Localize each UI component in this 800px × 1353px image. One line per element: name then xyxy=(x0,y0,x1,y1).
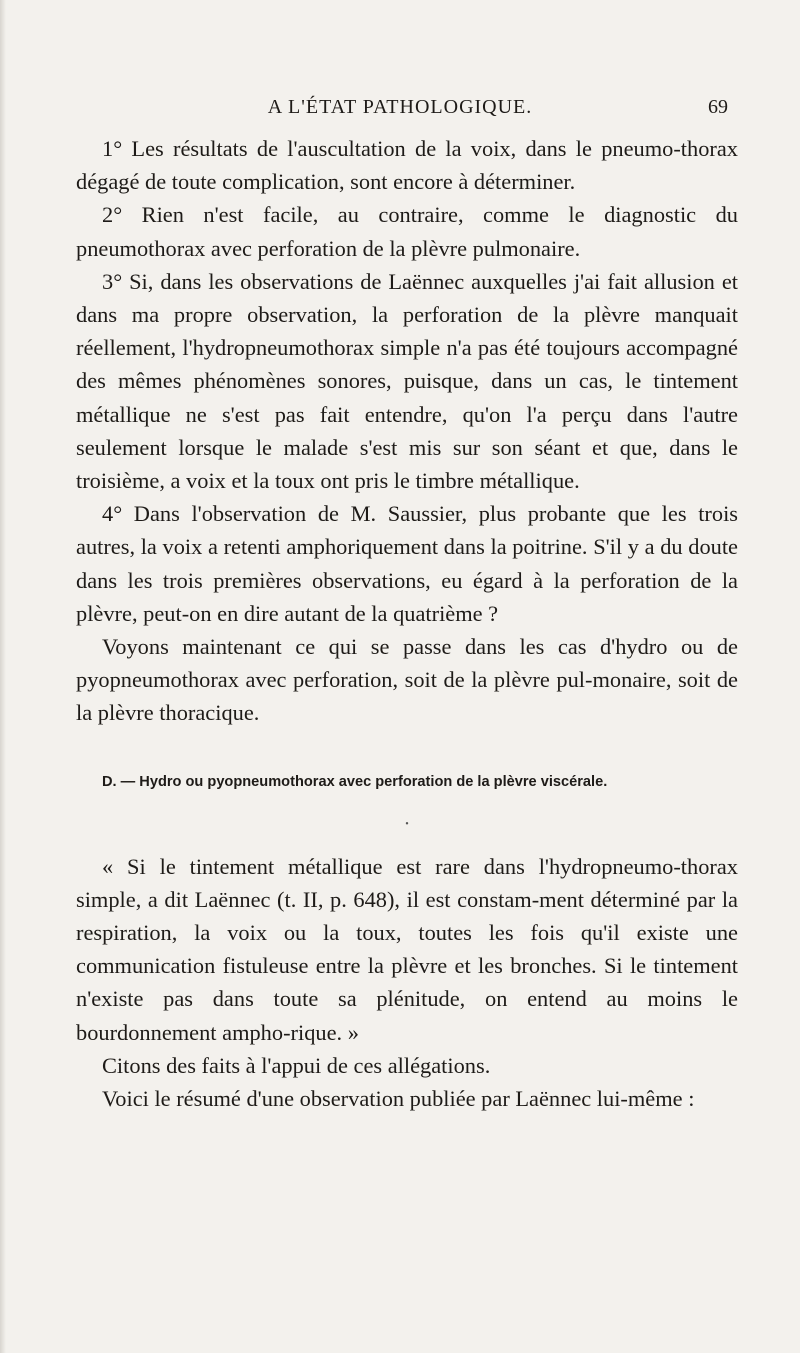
page-header xyxy=(0,96,800,126)
quote-paragraph: « Si le tintement métallique est rare dans l'hydropneumo-thorax simple, a dit Laënnec (t. II, p. 648), il est constam-ment déterminé par la respiration, la voix ou la toux, toutes les fois qu'il existe une communication fistuleuse entre la plèvre et les bronches. Si le tintement n'existe pas dans toute sa plénitude, on entend au moins le bourdonnement ampho-rique. » xyxy=(76,853,738,1045)
paragraph-6: Citons des faits à l'appui de ces allégations. xyxy=(102,1052,491,1078)
paragraph-7: Voici le résumé d'une observation publiée par Laënnec lui-même : xyxy=(102,1086,695,1112)
section-heading: D. — Hydro ou pyopneumothorax avec perforation de la plèvre viscérale. xyxy=(102,773,608,790)
paragraph-4: 4° Dans l'observation de M. Saussier, plus probante que les trois autres, la voix a retenti amphoriquement dans la poitrine. S'il y a du doute dans les trois premières observations, eu égard à la perforation de la plèvre, peut-on en dire autant de la quatrième ? xyxy=(76,501,738,626)
body-text xyxy=(76,132,738,1115)
paragraph-5: Voyons maintenant ce qui se passe dans les cas d'hydro ou de pyopneumothorax avec perforation, soit de la plèvre pul-monaire, soit de la plèvre thoracique. xyxy=(76,634,738,726)
paragraph-2: 2° Rien n'est facile, au contraire, comme le diagnostic du pneumothorax avec perforation de la plèvre pulmonaire. xyxy=(76,202,738,261)
running-head: A L'ÉTAT PATHOLOGIQUE. xyxy=(267,96,533,118)
paragraph-3: 3° Si, dans les observations de Laënnec auxquelles j'ai fait allusion et dans ma propre observation, la perforation de la plèvre manquait réellement, l'hydropneumothorax simple n'a pas été toujours accompagné des mêmes phénomènes sonores, puisque, dans un cas, le tintement métallique ne s'est pas fait entendre, qu'on l'a perçu dans l'autre seulement lorsque le malade s'est mis sur son séant et que, dans le troisième, a voix et la toux ont pris le timbre métallique. xyxy=(76,268,738,494)
page-number: 69 xyxy=(708,96,728,118)
page-gutter-shadow xyxy=(0,0,6,1353)
paragraph-1: 1° Les résultats de l'auscultation de la voix, dans le pneumo-thorax dégagé de toute complication, sont encore à déterminer. xyxy=(76,136,738,195)
ornament-dot: • xyxy=(405,818,409,830)
